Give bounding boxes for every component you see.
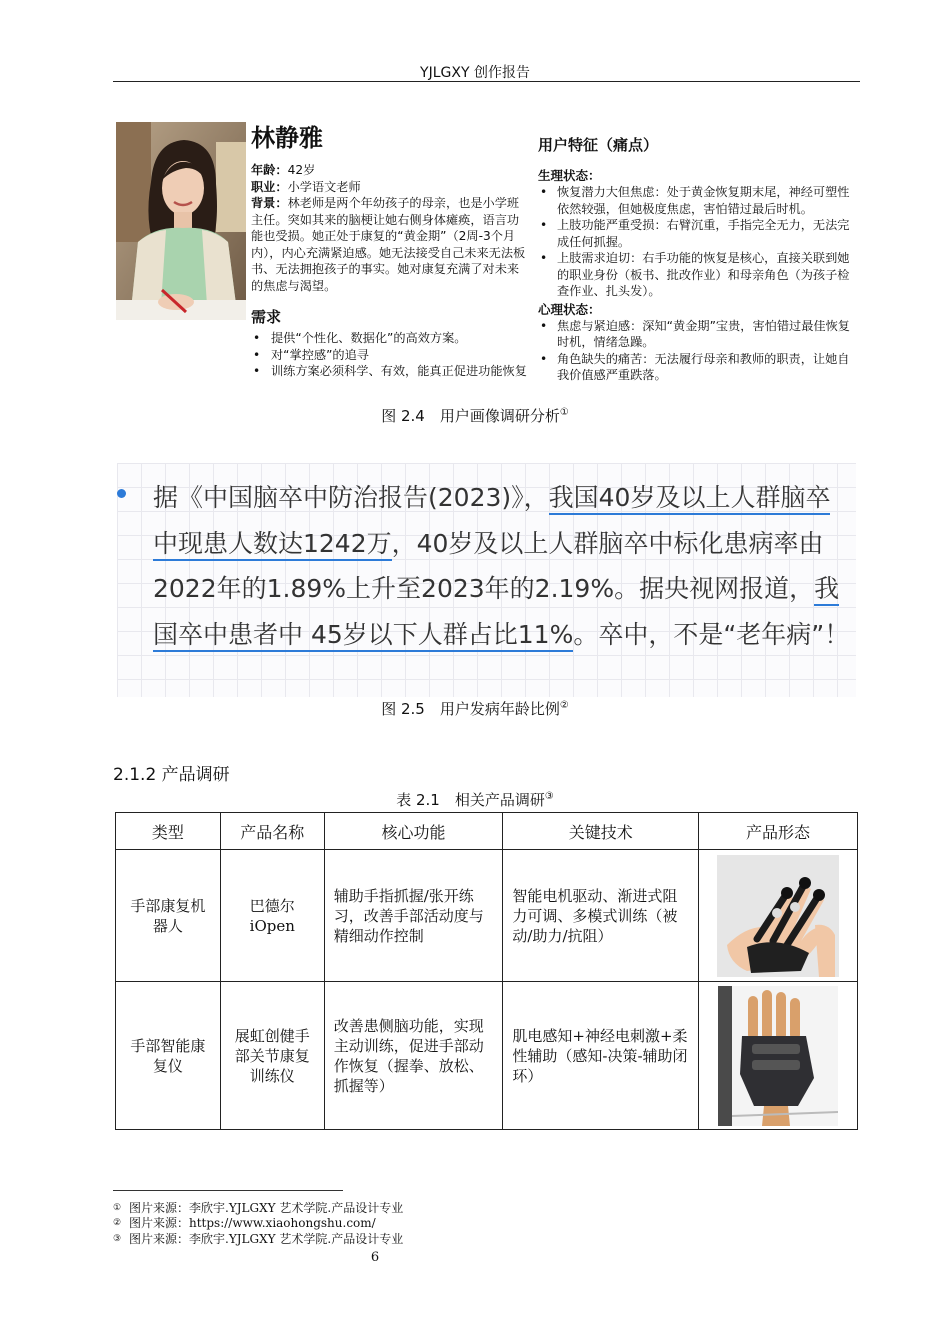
needs-list <box>251 330 531 380</box>
footnote: ③ 图片来源：李欣宇.YJLGXY 艺术学院.产品设计专业 <box>113 1232 404 1246</box>
page-number: 6 <box>370 1250 380 1265</box>
persona-job: 职业：小学语文老师 <box>251 179 361 194</box>
column-header: 类型 <box>116 813 221 850</box>
product-table <box>115 812 858 1130</box>
rehab-glove-icon <box>718 986 838 1126</box>
needs-title: 需求 <box>251 308 282 326</box>
list-item: • 焦虑与紧迫感：深知“黄金期”宝贵，害怕错过最佳恢复时机，情绪急躁。 <box>538 318 858 351</box>
cell-type: 手部康复机器人 <box>116 850 221 982</box>
table-caption: 表 2.1 相关产品调研③ <box>396 791 554 809</box>
cell-form <box>699 982 858 1130</box>
cell-type: 手部智能康复仪 <box>116 982 221 1130</box>
stat-text: 据《中国脑卒中防治报告(2023)》，我国40岁及以上人群脑卒中现患人数达1242万，40岁及以上人群脑卒中标化患病率由2022年的1.89%上升至2023年的2.19%。据央视网报道，我国卒中患者中 45岁以下人群占比11%。卒中，不是“老年病”！ <box>153 475 853 657</box>
traits-block <box>538 166 858 384</box>
persona-info <box>251 162 531 294</box>
column-header: 核心功能 <box>324 813 503 850</box>
list-item: • 恢复潜力大但焦虑：处于黄金恢复期末尾，神经可塑性依然较强，但她极度焦虑，害怕错过最后时机。 <box>538 184 858 217</box>
figure-caption-2-4: 图 2.4 用户画像调研分析① <box>381 407 569 425</box>
persona-age: 年龄：42岁 <box>251 163 316 177</box>
list-item: • 角色缺失的痛苦：无法履行母亲和教师的职责，让她自我价值感严重跌落。 <box>538 351 858 384</box>
table-header-row <box>116 813 858 850</box>
header-rule <box>113 81 860 82</box>
persona-photo <box>116 122 246 320</box>
persona-background: 背景：林老师是两个年幼孩子的母亲，也是小学班主任。突如其来的脑梗让她右侧身体瘫痪，语言功能也受损。她正处于康复的“黄金期”（2周-3个月内），内心充满紧迫感。她无法接受自己未来无法板书、无法拥抱孩子的事实。她对康复充满了对未来的焦虑与渴望。 <box>251 196 526 293</box>
cell-form <box>699 850 858 982</box>
list-item: • 上肢功能严重受损：右臂沉重，手指完全无力，无法完成任何抓握。 <box>538 217 858 250</box>
cell-tech: 智能电机驱动、渐进式阻力可调、多模式训练（被动/助力/抗阻） <box>503 850 699 982</box>
footnote: ② 图片来源：https://www.xiaohongshu.com/ <box>113 1216 376 1230</box>
column-header: 关键技术 <box>503 813 699 850</box>
woman-portrait-icon <box>116 122 246 320</box>
underlined-text: 我国卒中患者中 45岁以下人群占比11% <box>153 574 839 652</box>
psych-title: 心理状态： <box>538 301 601 317</box>
figure-caption-2-5: 图 2.5 用户发病年龄比例② <box>381 700 569 718</box>
physio-title: 生理状态： <box>538 168 601 183</box>
table-row <box>116 850 858 982</box>
cell-function: 辅助手指抓握/张开练习，改善手部活动度与精细动作控制 <box>324 850 503 982</box>
cell-function: 改善患侧脑功能，实现主动训练，促进手部动作恢复（握拳、放松、抓握等） <box>324 982 503 1130</box>
cell-name: 展虹创健手部关节康复训练仪 <box>220 982 324 1130</box>
traits-title: 用户特征（痛点） <box>538 136 659 154</box>
column-header: 产品形态 <box>699 813 858 850</box>
underlined-text: 我国40岁及以上人群脑卒中现患人数达1242万 <box>153 483 830 561</box>
physio-list <box>538 184 858 300</box>
persona-name: 林静雅 <box>251 124 323 152</box>
stat-figure <box>117 463 856 697</box>
bullet-dot-icon <box>117 489 126 498</box>
psych-list <box>538 318 858 384</box>
list-item: • 提供“个性化、数据化”的高效方案。 <box>251 330 531 347</box>
cell-name: 巴德尔 iOpen <box>220 850 324 982</box>
table-row <box>116 982 858 1130</box>
footnote-rule <box>113 1190 343 1191</box>
page-header: YJLGXY 创作报告 <box>420 65 530 81</box>
list-item: • 对“掌控感”的追寻 <box>251 347 531 364</box>
list-item: • 上肢需求迫切：右手功能的恢复是核心，直接关联到她的职业身份（板书、批改作业）和母亲角色（为孩子检查作业、扎头发）。 <box>538 250 858 300</box>
hand-exoskeleton-icon <box>717 855 839 977</box>
list-item: • 训练方案必须科学、有效，能真正促进功能恢复 <box>251 363 531 380</box>
persona-figure <box>113 112 863 402</box>
section-heading: 2.1.2 产品调研 <box>113 765 230 785</box>
column-header: 产品名称 <box>220 813 324 850</box>
footnote: ① 图片来源：李欣宇.YJLGXY 艺术学院.产品设计专业 <box>113 1201 404 1215</box>
cell-tech: 肌电感知+神经电刺激+柔性辅助（感知-决策-辅助闭环） <box>503 982 699 1130</box>
